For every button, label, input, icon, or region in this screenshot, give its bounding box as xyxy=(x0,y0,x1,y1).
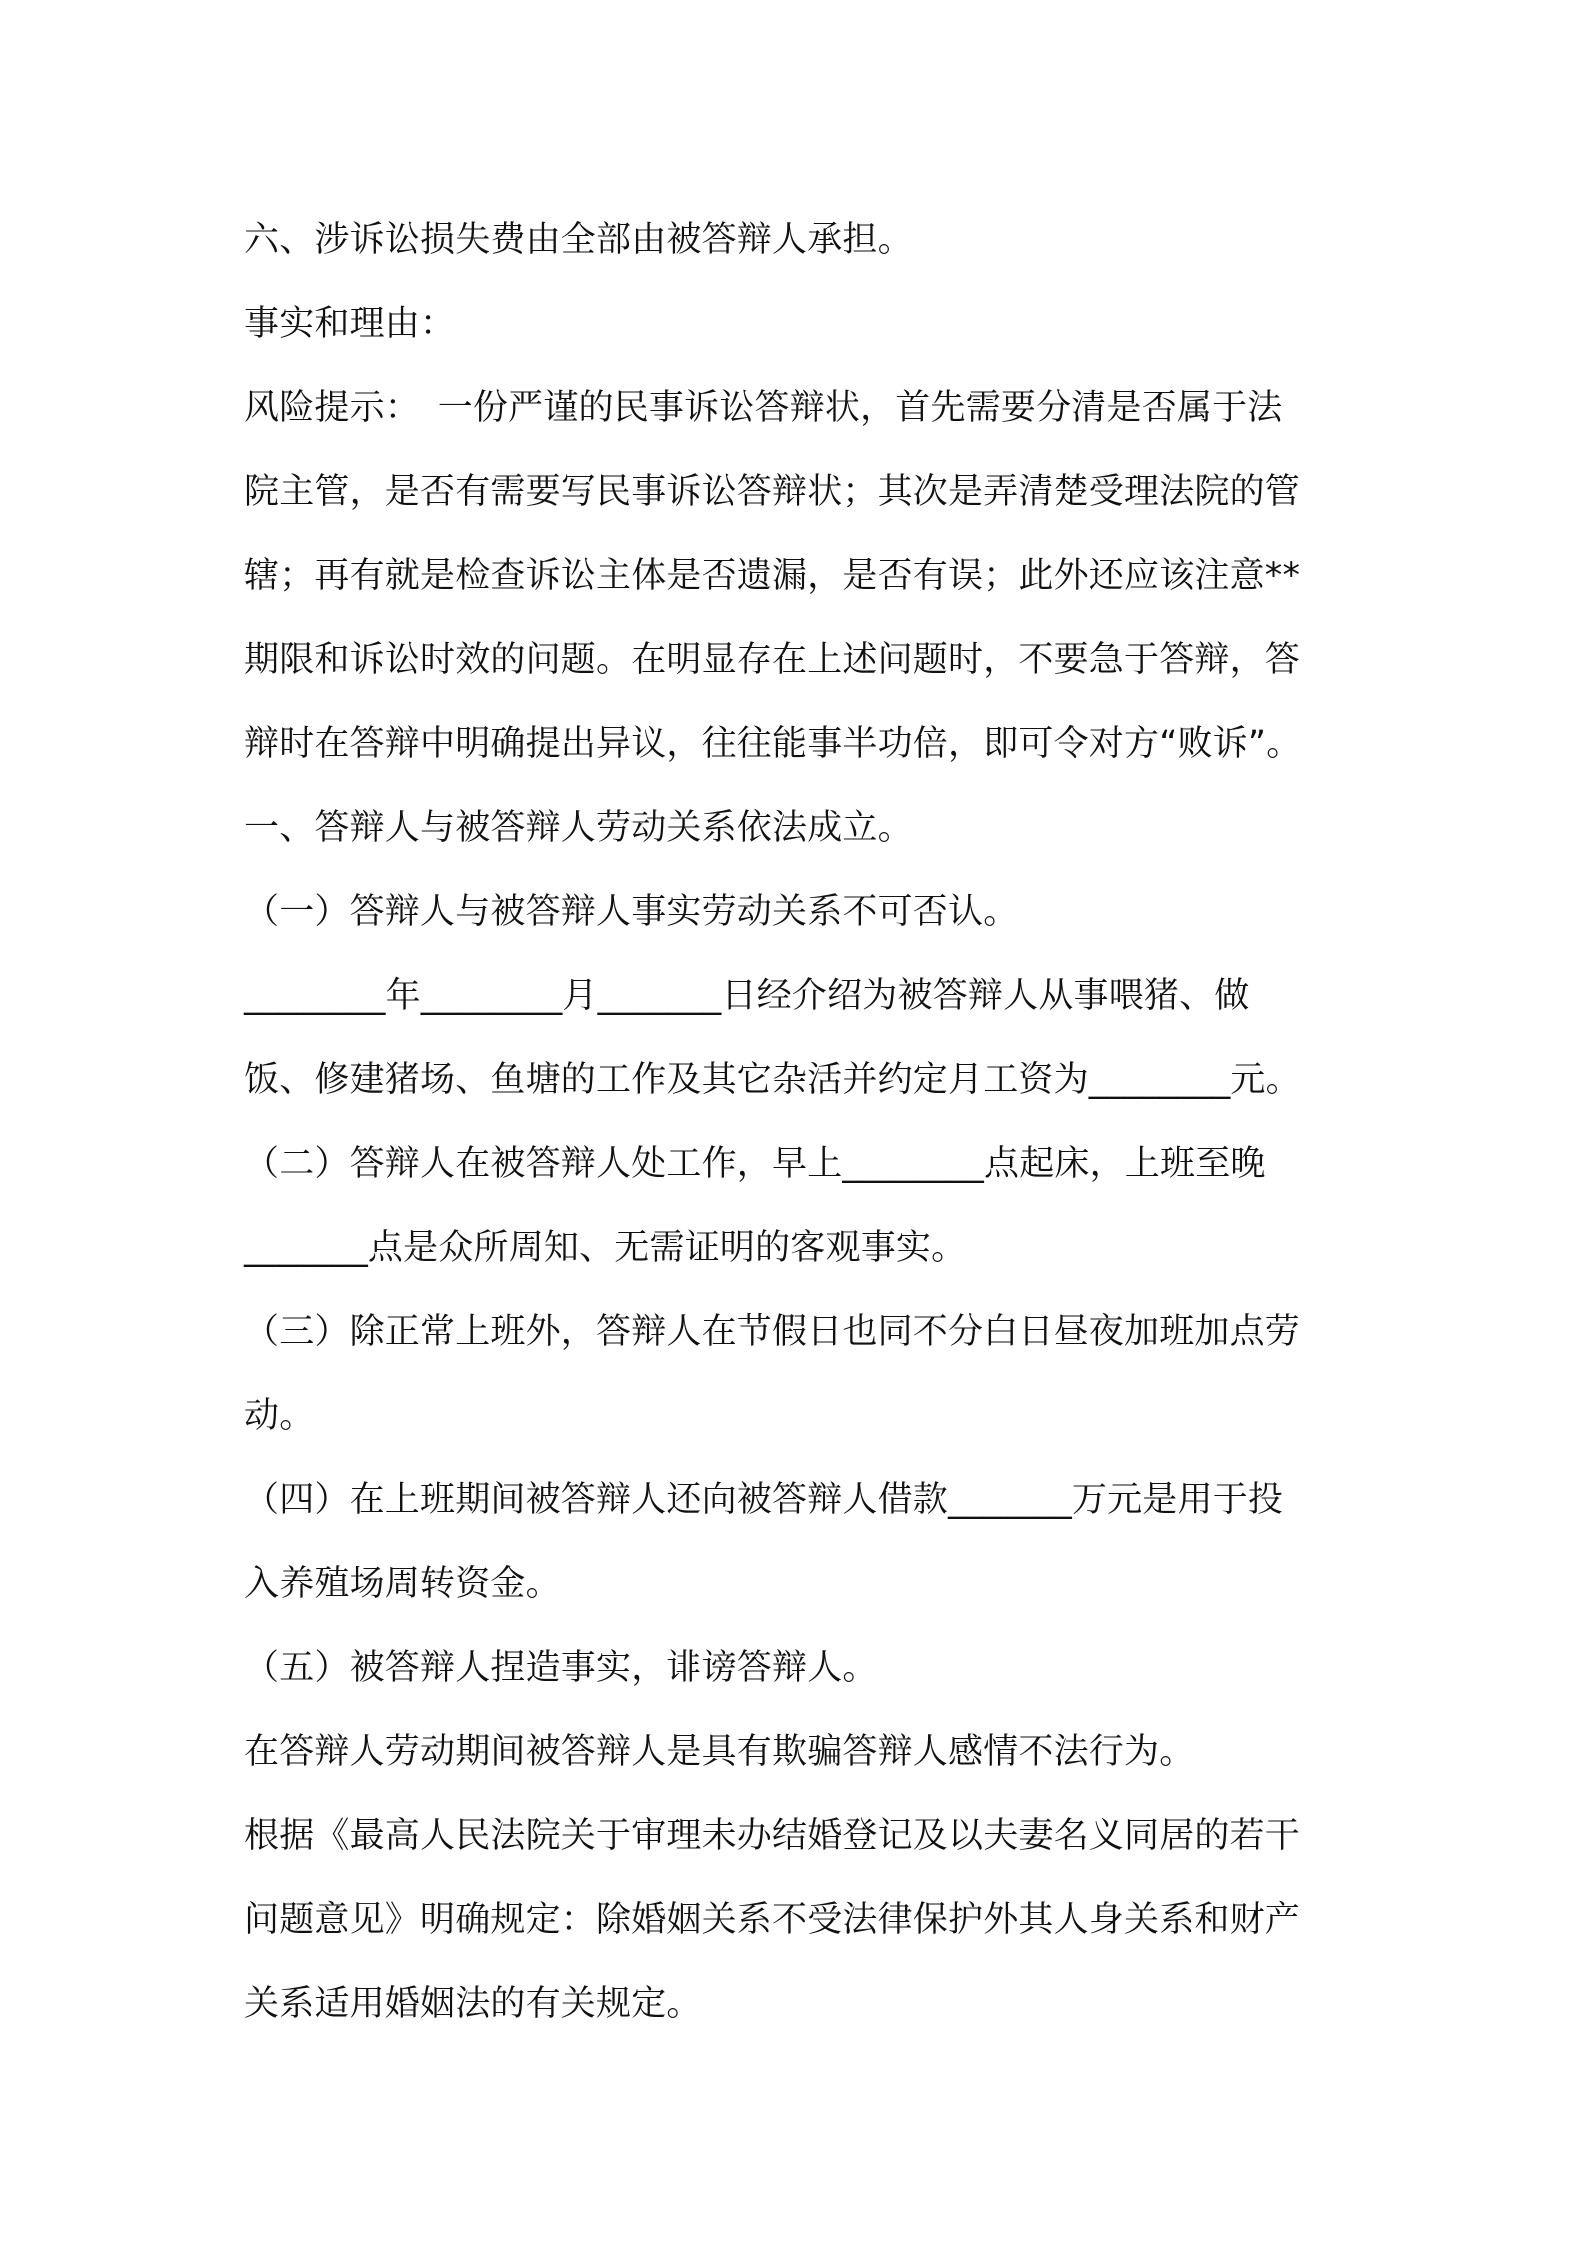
text-line: 院主管，是否有需要写民事诉讼答辩状；其次是弄清楚受理法院的管 xyxy=(244,472,1301,512)
text-line: 关系适用婚姻法的有关规定。 xyxy=(244,1984,702,2024)
text-line: 动。 xyxy=(244,1396,315,1436)
text-line: 辩时在答辩中明确提出异议，往往能事半功倍，即可令对方“败诉”。 xyxy=(244,724,1302,764)
text-line: 饭、修建猪场、鱼塘的工作及其它杂活并约定月工资为________元。 xyxy=(244,1060,1301,1100)
text-line: （四）在上班期间被答辩人还向被答辩人借款_______万元是用于投 xyxy=(244,1480,1284,1520)
text-line: ________年________月_______日经介绍为被答辩人从事喂猪、做 xyxy=(244,976,1250,1016)
text-line: _______点是众所周知、无需证明的客观事实。 xyxy=(244,1228,967,1268)
text-line: 根据《最高人民法院关于审理未办结婚登记及以夫妻名义同居的若干 xyxy=(244,1816,1301,1856)
text-line: （三）除正常上班外，答辩人在节假日也同不分白日昼夜加班加点劳 xyxy=(244,1312,1301,1352)
text-line: 问题意见》明确规定：除婚姻关系不受法律保护外其人身关系和财产 xyxy=(244,1900,1301,1940)
text-line: 事实和理由： xyxy=(244,304,456,344)
text-line: （二）答辩人在被答辩人处工作，早上________点起床，上班至晚 xyxy=(244,1144,1266,1184)
text-line: 六、涉诉讼损失费由全部由被答辩人承担。 xyxy=(244,220,913,260)
document-body xyxy=(244,198,1370,2046)
text-line: 期限和诉讼时效的问题。在明显存在上述问题时，不要急于答辩，答 xyxy=(244,640,1301,680)
text-line: 一、答辩人与被答辩人劳动关系依法成立。 xyxy=(244,808,913,848)
text-line: 风险提示： 一份严谨的民事诉讼答辩状，首先需要分清是否属于法 xyxy=(244,388,1283,428)
text-line: 入养殖场周转资金。 xyxy=(244,1564,561,1604)
text-line: （五）被答辩人捏造事实，诽谤答辩人。 xyxy=(244,1648,878,1688)
text-line: 辖；再有就是检查诉讼主体是否遗漏，是否有误；此外还应该注意** xyxy=(244,556,1301,596)
text-line: 在答辩人劳动期间被答辩人是具有欺骗答辩人感情不法行为。 xyxy=(244,1732,1195,1772)
text-line: （一）答辩人与被答辩人事实劳动关系不可否认。 xyxy=(244,892,1019,932)
